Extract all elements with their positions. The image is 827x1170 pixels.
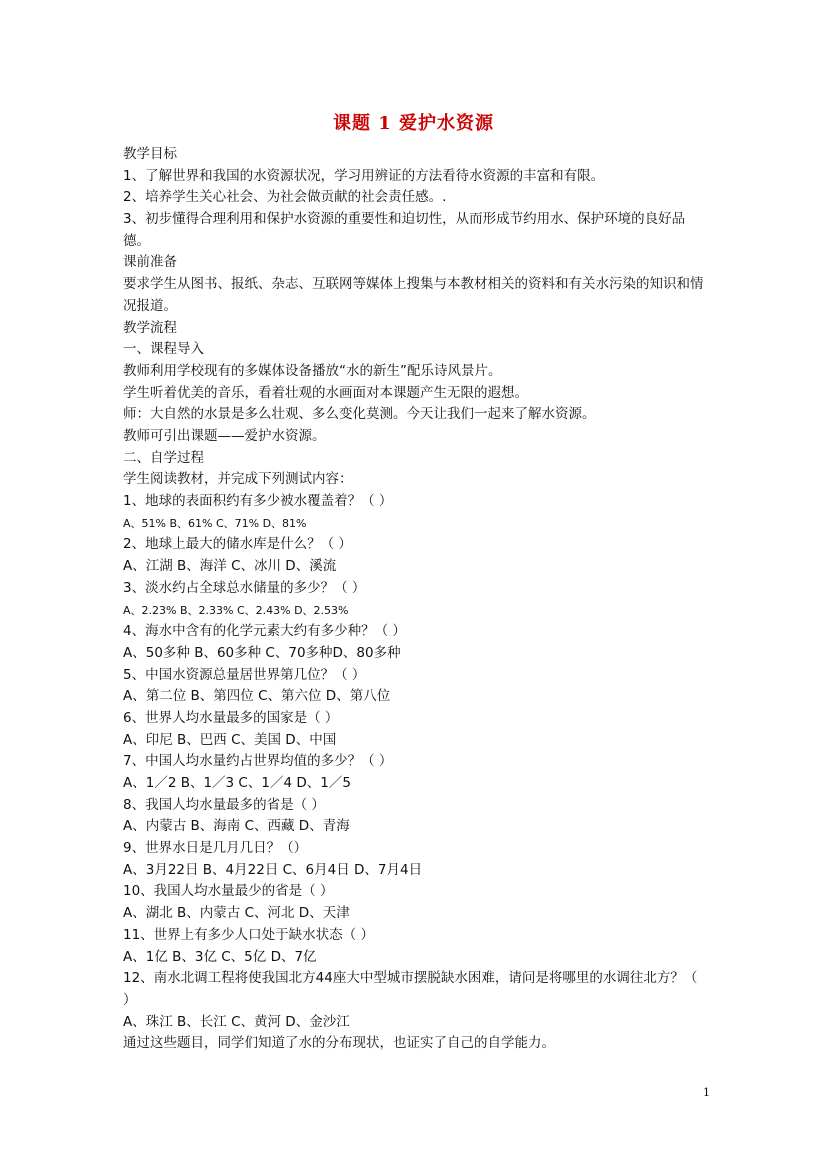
answer-options: A、3月22日 B、4月22日 C、6月4日 D、7月4日: [123, 861, 423, 878]
answer-options: A、1亿 B、3亿 C、5亿 D、7亿: [123, 948, 317, 965]
answer-options: A、51% B、61% C、71% D、81%: [123, 516, 307, 530]
answer-options: A、第二位 B、第四位 C、第六位 D、第八位: [123, 688, 391, 705]
paragraph: 学生听着优美的音乐，看着壮观的水画面对本课题产生无限的遐想。: [123, 384, 528, 401]
subsection-heading: 二、自学过程: [123, 449, 204, 466]
answer-options: A、50多种 B、60多种 C、70多种D、80多种: [123, 644, 401, 661]
question: 11、世界上有多少人口处于缺水状态（ ）: [123, 926, 374, 943]
question: 6、世界人均水量最多的国家是（ ）: [123, 709, 339, 726]
question: 8、我国人均水量最多的省是（ ）: [123, 796, 325, 813]
answer-options: A、印尼 B、巴西 C、美国 D、中国: [123, 731, 337, 748]
page-number: 1: [703, 1086, 710, 1099]
question: 4、海水中含有的化学元素大约有多少种？（ ）: [123, 623, 406, 640]
subsection-heading: 一、课程导入: [123, 341, 204, 358]
section-heading: 教学目标: [123, 146, 177, 162]
answer-options: A、江湖 B、海洋 C、冰川 D、溪流: [123, 558, 337, 575]
question: 3、淡水约占全球总水储量的多少？（ ）: [123, 579, 366, 596]
paragraph: 要求学生从图书、报纸、杂志、互联网等媒体上搜集与本教材相关的资料和有关水污染的知识和情况报道。: [123, 276, 704, 314]
question: 12、南水北调工程将使我国北方44座大中型城市摆脱缺水困难，请问是将哪里的水调往北方？（ ）: [123, 970, 698, 1008]
section-heading: 课前准备: [123, 254, 177, 271]
answer-options: A、珠江 B、长江 C、黄河 D、金沙江: [123, 1013, 350, 1030]
page-title: 课题 1 爱护水资源: [332, 113, 495, 134]
answer-options: A、湖北 B、内蒙古 C、河北 D、天津: [123, 905, 350, 922]
paragraph: 教师利用学校现有的多媒体设备播放“水的新生”配乐诗风景片。: [123, 362, 502, 379]
answer-options: A、内蒙古 B、海南 C、西藏 D、青海: [123, 818, 350, 835]
section-heading: 教学流程: [123, 319, 177, 336]
objective-item: 1、了解世界和我国的水资源状况，学习用辨证的方法看待水资源的丰富和有限。: [123, 167, 605, 184]
question: 2、地球上最大的储水库是什么？（ ）: [123, 536, 352, 553]
question: 7、中国人均水量约占世界均值的多少？（ ）: [123, 753, 393, 770]
paragraph: 师：大自然的水景是多么壮观、多么变化莫测。今天让我们一起来了解水资源。: [123, 406, 596, 423]
question: 9、世界水日是几月几日？（）: [123, 840, 308, 857]
question: 10、我国人均水量最少的省是（ ）: [123, 883, 334, 900]
paragraph: 学生阅读教材，并完成下列测试内容：: [123, 471, 353, 488]
paragraph: 通过这些题目，同学们知道了水的分布现状，也证实了自己的自学能力。: [123, 1035, 555, 1052]
question: 5、中国水资源总量居世界第几位？（ ）: [123, 666, 366, 683]
objective-item: 3、初步懂得合理利用和保护水资源的重要性和迫切性，从而形成节约用水、保护环境的良好品德。: [123, 211, 686, 249]
answer-options: A、1／2 B、1／3 C、1／4 D、1／5: [123, 775, 351, 791]
objective-item: 2、培养学生关心社会、为社会做贡献的社会责任感。.: [123, 189, 447, 206]
answer-options: A、2.23% B、2.33% C、2.43% D、2.53%: [123, 603, 349, 617]
paragraph: 教师可引出课题——爱护水资源。: [123, 428, 326, 444]
question: 1、地球的表面积约有多少被水覆盖着？（ ）: [123, 493, 393, 510]
document-body: [123, 144, 708, 1055]
